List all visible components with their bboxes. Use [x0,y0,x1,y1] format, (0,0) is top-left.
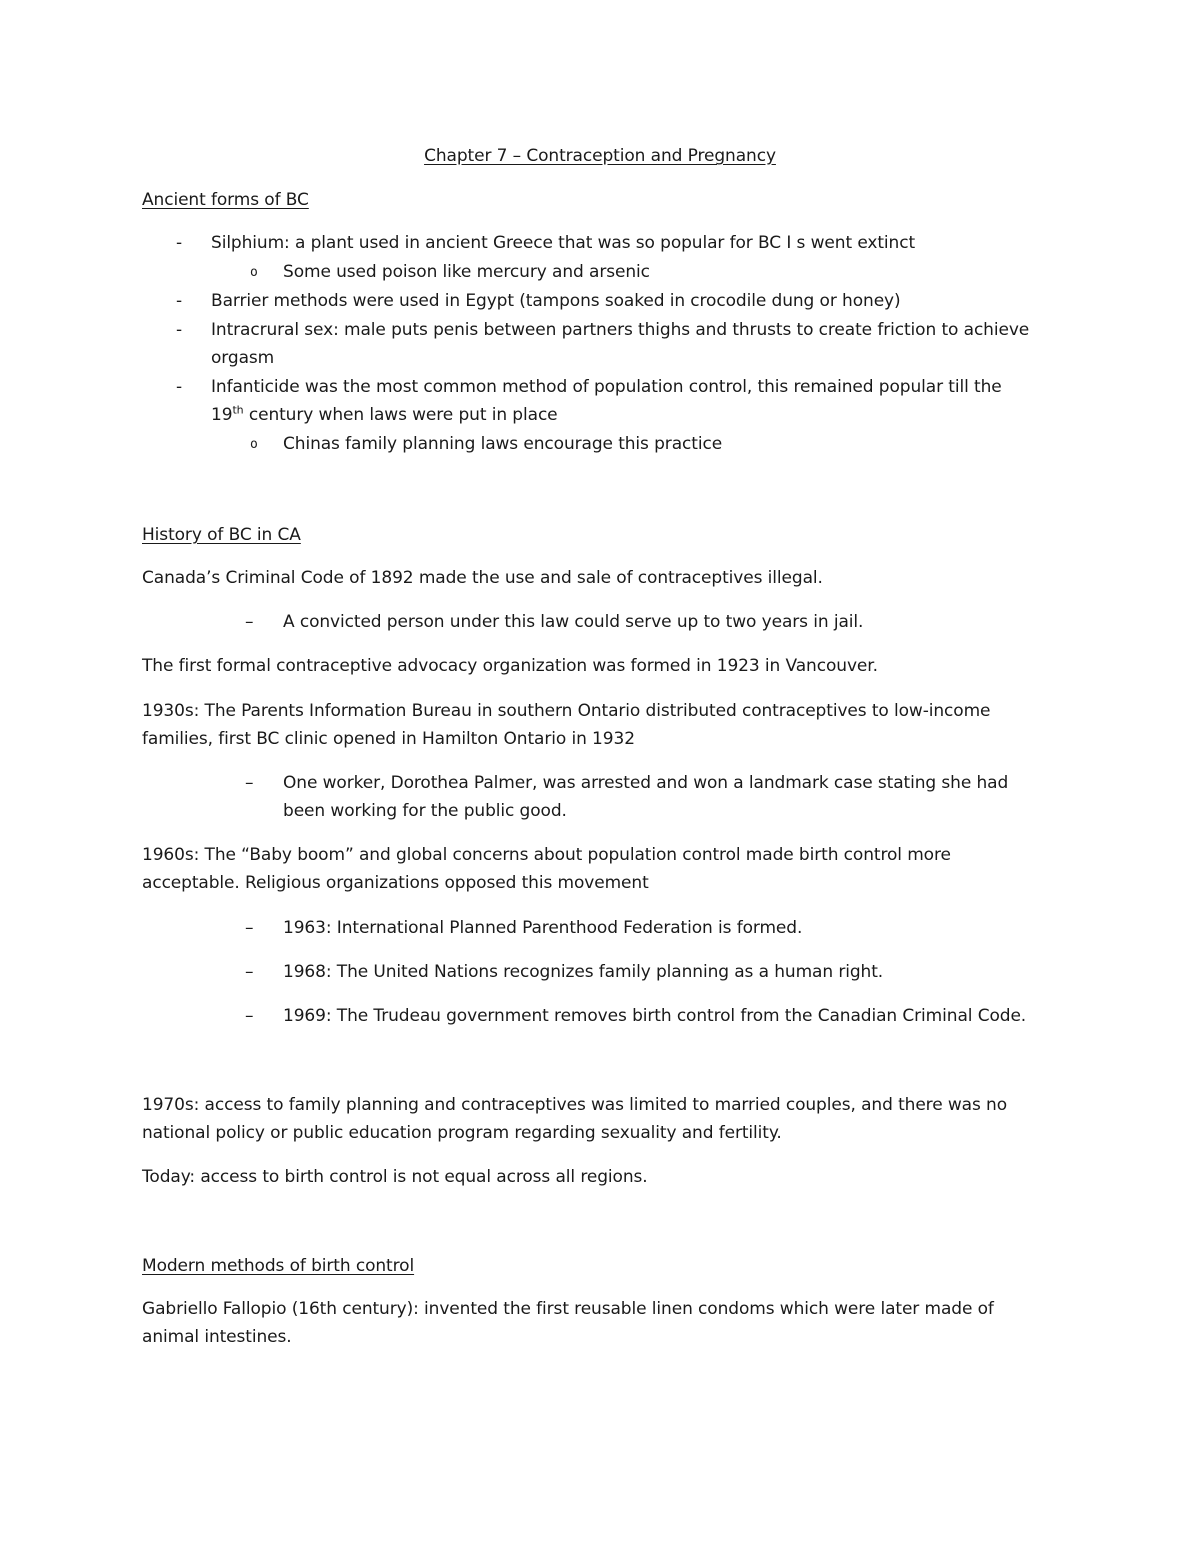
paragraph: 1930s: The Parents Information Bureau in southern Ontario distributed contraceptives to low-income [142,701,991,721]
ordinal-suffix: th [232,403,244,417]
paragraph: 1960s: The “Baby boom” and global concerns about population control made birth control more [142,845,951,865]
bullet-emdash: – [245,612,254,632]
bullet-text: 1963: International Planned Parenthood Federation is formed. [283,918,803,938]
bullet-dash: - [176,233,183,253]
sub-bullet-marker: o [250,265,258,280]
bullet-text: 1969: The Trudeau government removes birth control from the Canadian Criminal Code. [283,1006,1027,1026]
page-title: Chapter 7 – Contraception and Pregnancy [424,146,776,166]
section-heading-modern: Modern methods of birth control [142,1256,415,1276]
section-heading-ancient: Ancient forms of BC [142,190,309,210]
bullet-dash: - [176,291,183,311]
bullet-text: Intracrural sex: male puts penis between partners thighs and thrusts to create friction to achieve [211,320,1030,340]
ordinal-continuation: century when laws were put in place [243,405,558,425]
paragraph-continued: animal intestines. [142,1327,292,1347]
paragraph: Gabriello Fallopio (16th century): invented the first reusable linen condoms which were later made of [142,1299,994,1319]
paragraph: Today: access to birth control is not equal across all regions. [142,1167,648,1187]
bullet-text-continued [211,404,558,426]
paragraph: Canada’s Criminal Code of 1892 made the use and sale of contraceptives illegal. [142,568,823,588]
bullet-text-continued: been working for the public good. [283,801,567,821]
bullet-text: Infanticide was the most common method of population control, this remained popular till the [211,377,1002,397]
paragraph-continued: families, first BC clinic opened in Hamilton Ontario in 1932 [142,729,635,749]
paragraph-continued: national policy or public education program regarding sexuality and fertility. [142,1123,782,1143]
bullet-text: 1968: The United Nations recognizes family planning as a human right. [283,962,884,982]
bullet-dash: - [176,377,183,397]
bullet-emdash: – [245,918,254,938]
bullet-emdash: – [245,1006,254,1026]
bullet-text: One worker, Dorothea Palmer, was arrested and won a landmark case stating she had [283,773,1009,793]
paragraph-continued: acceptable. Religious organizations opposed this movement [142,873,649,893]
bullet-text: Barrier methods were used in Egypt (tampons soaked in crocodile dung or honey) [211,291,901,311]
sub-bullet-marker: o [250,437,258,452]
section-heading-history: History of BC in CA [142,525,301,545]
sub-bullet-text: Some used poison like mercury and arsenic [283,262,650,282]
bullet-emdash: – [245,962,254,982]
paragraph: The first formal contraceptive advocacy organization was formed in 1923 in Vancouver. [142,656,878,676]
ordinal-number: 19 [211,405,233,425]
bullet-text-continued: orgasm [211,348,275,368]
bullet-emdash: – [245,773,254,793]
bullet-dash: - [176,320,183,340]
paragraph: 1970s: access to family planning and contraceptives was limited to married couples, and there was no [142,1095,1008,1115]
bullet-text: A convicted person under this law could serve up to two years in jail. [283,612,864,632]
sub-bullet-text: Chinas family planning laws encourage this practice [283,434,723,454]
bullet-text: Silphium: a plant used in ancient Greece that was so popular for BC I s went extinct [211,233,916,253]
